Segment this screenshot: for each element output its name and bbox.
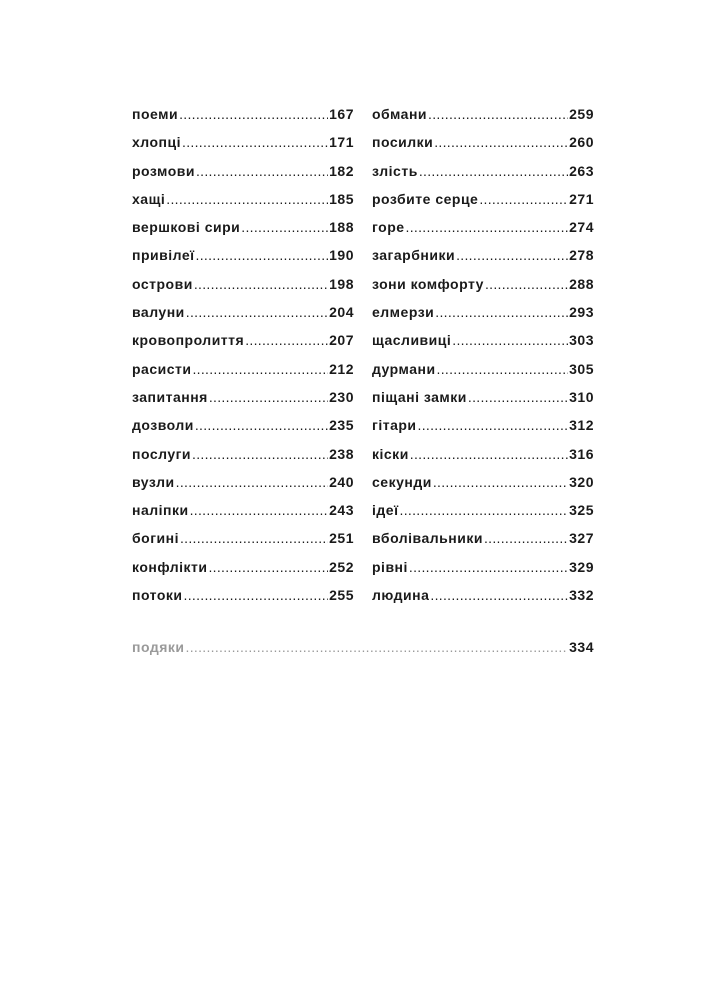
toc-leader-dots: [430, 581, 568, 609]
toc-leader-dots: [456, 241, 568, 269]
toc-entry-title: острови: [132, 275, 193, 292]
toc-entry-title: горе: [372, 219, 405, 236]
toc-entry-title: вузли: [132, 473, 175, 490]
toc-leader-dots: [484, 524, 568, 552]
toc-entry-page: 171: [329, 134, 354, 151]
toc-entry-page: 332: [569, 587, 594, 604]
toc-entry-title: вболівальники: [372, 530, 483, 547]
toc-leader-dots: [410, 440, 568, 468]
toc-leader-dots: [452, 326, 568, 354]
toc-entry[interactable]: [372, 553, 594, 581]
toc-entry-page: 271: [569, 190, 594, 207]
toc-entry-page: 255: [329, 587, 354, 604]
toc-entry[interactable]: [372, 440, 594, 468]
toc-leader-dots: [400, 496, 569, 524]
toc-entry-page: 259: [569, 106, 594, 122]
toc-entry[interactable]: [372, 100, 594, 128]
toc-entry-title: наліпки: [132, 502, 189, 519]
toc-entry-page: 329: [569, 558, 594, 575]
toc-entry-page: 263: [569, 162, 594, 179]
toc-entry-page: 260: [569, 134, 594, 151]
toc-entry-page: 185: [329, 190, 354, 207]
toc-leader-dots: [419, 157, 568, 185]
toc-leader-dots: [166, 185, 328, 213]
toc-entry-title: дурмани: [372, 360, 436, 377]
toc-entry-title: дозволи: [132, 417, 194, 434]
toc-entry[interactable]: [372, 157, 594, 185]
toc-leader-dots: [479, 185, 568, 213]
toc-entry-title: валуни: [132, 304, 185, 321]
toc-entry-page: 316: [569, 445, 594, 462]
toc-leader-dots: [179, 100, 328, 128]
toc-entry-page: 312: [569, 417, 594, 434]
toc-leader-dots: [190, 496, 329, 524]
toc-leader-dots: [434, 128, 568, 156]
toc-entry-page: 327: [569, 530, 594, 547]
toc-entry[interactable]: [132, 524, 354, 552]
toc-entry[interactable]: [372, 468, 594, 496]
toc-entry-title: піщані замки: [372, 388, 467, 405]
toc-leader-dots: [192, 355, 328, 383]
toc-leader-dots: [184, 581, 329, 609]
toc-entry-page: 334: [569, 639, 594, 656]
toc-leader-dots: [180, 524, 328, 552]
toc-leader-dots: [186, 298, 328, 326]
toc-entry[interactable]: [132, 128, 354, 156]
toc-entry-page: 182: [329, 162, 354, 179]
toc-entry-title: елмерзи: [372, 304, 435, 321]
toc-entry-title: вершкові сири: [132, 219, 241, 236]
toc-leader-dots: [428, 100, 568, 128]
toc-entry[interactable]: [132, 581, 354, 609]
toc-entry-title: загарбники: [372, 247, 456, 264]
toc-leader-dots: [437, 355, 569, 383]
toc-entry-page: 293: [569, 304, 594, 321]
toc-entry[interactable]: [372, 496, 594, 524]
toc-leader-dots: [176, 468, 329, 496]
toc-columns: [132, 100, 594, 609]
toc-entry-page: 230: [329, 388, 354, 405]
toc-entry-page: 303: [569, 332, 594, 349]
toc-entry-title: поеми: [132, 106, 179, 122]
toc-leader-dots: [208, 553, 328, 581]
toc-entry[interactable]: [132, 553, 354, 581]
toc-entry[interactable]: [372, 270, 594, 298]
toc-entry-title: кровопролиття: [132, 332, 245, 349]
toc-entry[interactable]: [372, 326, 594, 354]
toc-entry-title: рівні: [372, 558, 408, 575]
toc-entry-title: щасливиці: [372, 332, 452, 349]
toc-entry[interactable]: [132, 355, 354, 383]
toc-entry[interactable]: [132, 241, 354, 269]
toc-entry[interactable]: [132, 213, 354, 241]
toc-leader-dots: [196, 241, 329, 269]
toc-leader-dots: [245, 326, 328, 354]
toc-entry-title: конфлікти: [132, 558, 208, 575]
toc-leader-dots: [433, 468, 568, 496]
toc-leader-dots: [485, 270, 568, 298]
toc-entry-page: 188: [329, 219, 354, 236]
toc-right-column: [372, 100, 594, 609]
toc-entry[interactable]: [132, 440, 354, 468]
toc-leader-dots: [241, 213, 328, 241]
toc-entry-title: розбите серце: [372, 190, 479, 207]
toc-entry-title: потоки: [132, 587, 183, 604]
toc-entry-title: секунди: [372, 473, 432, 490]
toc-leader-dots: [192, 440, 328, 468]
toc-entry[interactable]: [372, 411, 594, 439]
toc-left-column: [132, 100, 354, 609]
toc-entry[interactable]: [372, 241, 594, 269]
toc-entry-page: 274: [569, 219, 594, 236]
toc-entry[interactable]: [372, 298, 594, 326]
toc-leader-dots: [209, 383, 328, 411]
toc-entry-page: 251: [329, 530, 354, 547]
toc-entry-title: зони комфорту: [372, 275, 484, 292]
toc-entry-title: людина: [372, 587, 430, 604]
toc-entry-page: 278: [569, 247, 594, 264]
toc-entry[interactable]: [372, 185, 594, 213]
toc-leader-dots: [406, 213, 569, 241]
toc-entry-acknowledgements[interactable]: [132, 633, 594, 661]
toc-entry-title: гітари: [372, 417, 417, 434]
toc-entry-page: 235: [329, 417, 354, 434]
toc-entry-title: хащі: [132, 190, 166, 207]
toc-entry[interactable]: [132, 468, 354, 496]
toc-entry[interactable]: [132, 496, 354, 524]
toc-entry-title: посилки: [372, 134, 434, 151]
toc-leader-dots: [195, 411, 328, 439]
toc-entry-page: 207: [329, 332, 354, 349]
toc-entry-page: 305: [569, 360, 594, 377]
toc-entry[interactable]: [132, 157, 354, 185]
toc-leader-dots: [194, 270, 328, 298]
toc-entry-title: злість: [372, 162, 418, 179]
toc-entry-page: 167: [329, 106, 354, 122]
toc-entry[interactable]: [132, 326, 354, 354]
toc-entry[interactable]: [132, 298, 354, 326]
toc-entry[interactable]: [132, 383, 354, 411]
toc-entry[interactable]: [132, 411, 354, 439]
toc-entry-page: 288: [569, 275, 594, 292]
toc-entry-title: кіски: [372, 445, 409, 462]
toc-entry[interactable]: [132, 100, 354, 128]
toc-entry-title: хлопці: [132, 134, 181, 151]
toc-entry-page: 320: [569, 473, 594, 490]
toc-leader-dots: [186, 633, 569, 661]
toc-entry-title: подяки: [132, 639, 185, 656]
toc-entry-page: 238: [329, 445, 354, 462]
toc-entry[interactable]: [372, 128, 594, 156]
toc-leader-dots: [435, 298, 568, 326]
toc-leader-dots: [409, 553, 568, 581]
toc-entry[interactable]: [132, 185, 354, 213]
toc-leader-dots: [196, 157, 328, 185]
table-of-contents: [132, 100, 594, 662]
toc-leader-dots: [418, 411, 569, 439]
toc-entry-page: 212: [329, 360, 354, 377]
toc-entry[interactable]: [372, 524, 594, 552]
toc-entry-page: 198: [329, 275, 354, 292]
toc-entry-page: 240: [329, 473, 354, 490]
toc-entry[interactable]: [372, 355, 594, 383]
toc-entry[interactable]: [372, 581, 594, 609]
toc-entry-title: ідеї: [372, 502, 399, 519]
toc-entry-page: 325: [569, 502, 594, 519]
toc-entry-page: 243: [329, 502, 354, 519]
toc-entry-page: 310: [569, 388, 594, 405]
toc-entry-page: 252: [329, 558, 354, 575]
toc-entry-title: богині: [132, 530, 179, 547]
toc-entry-title: запитання: [132, 388, 208, 405]
toc-entry-page: 190: [329, 247, 354, 264]
toc-entry-page: 204: [329, 304, 354, 321]
toc-entry[interactable]: [372, 213, 594, 241]
toc-leader-dots: [182, 128, 328, 156]
toc-entry[interactable]: [132, 270, 354, 298]
toc-entry-title: привілеї: [132, 247, 195, 264]
toc-leader-dots: [468, 383, 568, 411]
toc-entry-title: розмови: [132, 162, 195, 179]
toc-entry[interactable]: [372, 383, 594, 411]
toc-entry-title: расисти: [132, 360, 192, 377]
toc-entry-title: послуги: [132, 445, 192, 462]
toc-entry-title: обмани: [372, 106, 428, 122]
